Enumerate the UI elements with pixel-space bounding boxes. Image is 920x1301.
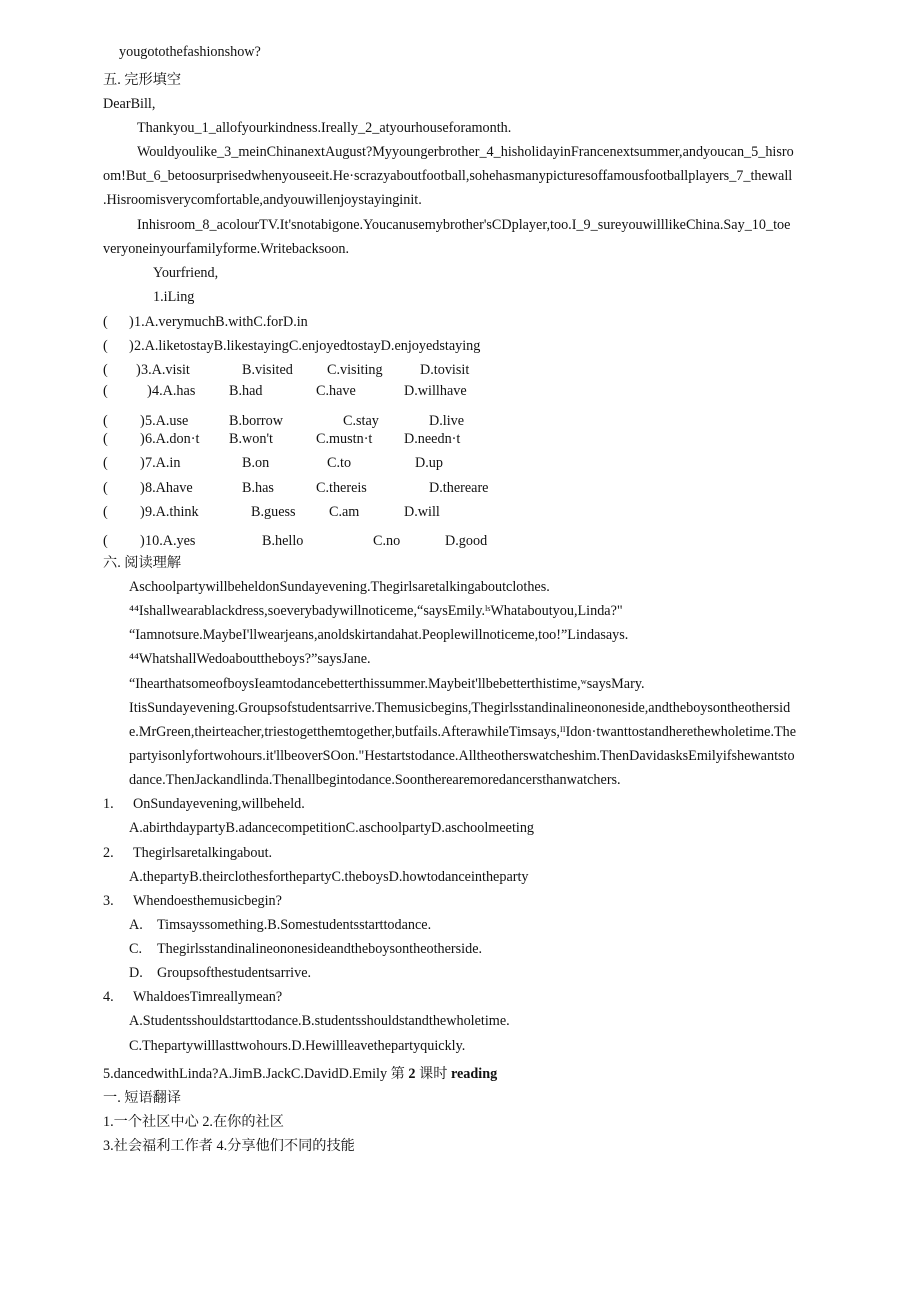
option-c: C.thereis — [316, 480, 367, 496]
option-b: B.visited — [242, 362, 293, 378]
passage-line: “Iamnotsure.MaybeI'llwearjeans,anoldskirtandahat.Peoplewillnoticeme,too!”Lindasays. — [129, 627, 629, 643]
answer-paren-open: ( — [103, 314, 108, 330]
question-stem: Thegirlsaretalkingabout. — [133, 845, 273, 861]
option-text: Timsayssomething.B.Somestudentsstarttodance. — [157, 917, 432, 933]
answer-paren-close: ) — [129, 338, 134, 354]
option-c: C.to — [327, 455, 352, 471]
section-title-cloze: 五. 完形填空 — [103, 72, 182, 88]
question-number: 3. — [103, 893, 114, 909]
answer-paren-open: ( — [103, 504, 108, 520]
answer-paren-open: ( — [103, 338, 108, 354]
option-letter: D. — [129, 965, 143, 981]
option-letter: A. — [129, 917, 143, 933]
translation-line-2: 3.社会福利工作者 4.分享他们不同的技能 — [103, 1138, 355, 1154]
passage-line: ItisSundayevening.Groupsofstudentsarrive.Themusicbegins,Thegirlsstandinalineononeside,andtheboysontheothersid — [129, 700, 791, 716]
option-a: 8.Ahave — [145, 480, 193, 496]
answer-paren-close: ) — [140, 455, 145, 471]
question-stem: WhaldoesTimreallymean? — [133, 989, 283, 1005]
letter-paragraph-3-line-2: veryoneinyourfamilyforme.Writebacksoon. — [103, 241, 350, 257]
question-stem: OnSundayevening,willbeheld. — [133, 796, 305, 812]
answer-paren-open: ( — [103, 383, 108, 399]
question-text: 1.A.verymuchB.withC.forD.in — [134, 314, 308, 330]
option-b: B.on — [242, 455, 270, 471]
answer-paren-close: ) — [140, 480, 145, 496]
translation-line-1: 1.一个社区中心 2.在你的社区 — [103, 1114, 284, 1130]
question-number: 1. — [103, 796, 114, 812]
option-b: B.guess — [251, 504, 296, 520]
option-a: 10.A.yes — [145, 533, 196, 549]
reading-question-5 — [103, 1065, 497, 1083]
option-c: C.no — [373, 533, 401, 549]
question-options: C.Thepartywilllasttwohours.D.Hewillleavethepartyquickly. — [129, 1038, 466, 1054]
letter-signature: 1.iLing — [153, 289, 195, 305]
letter-paragraph-2-line-3: .Hisroomisverycomfortable,andyouwillenjoystayinginit. — [103, 192, 422, 208]
option-letter: C. — [129, 941, 143, 957]
passage-line: partyisonlyfortwohours.it'llbeoverSOon."Hestartstodance.Alltheotherswatcheshim.ThenDavidasksEmilyifshewantsto — [129, 748, 795, 764]
passage-line: “IhearthatsomeofboysIeamtodancebetterthissummer.Maybeit'llbebetterthistime,ʷsaysMary. — [129, 676, 645, 692]
option-b: B.has — [242, 480, 274, 496]
question-text: 5.dancedwithLinda?A.JimB.JackC.DavidD.Emily 第 — [103, 1066, 409, 1082]
letter-paragraph-2-line-1: Wouldyoulike_3_meinChinanextAugust?Myyoungerbrother_4_hisholidayinFrancenextsummer,andyoucan_5_hisro — [137, 144, 794, 160]
answer-paren-close: ) — [140, 431, 145, 447]
option-d: D.willhave — [404, 383, 467, 399]
answer-paren-close: ) — [136, 362, 141, 378]
answer-paren-close: ) — [140, 533, 145, 549]
question-fragment: yougotothefashionshow? — [119, 44, 261, 60]
question-options: A.Studentsshouldstarttodance.B.studentsshouldstandthewholetime. — [129, 1013, 510, 1029]
question-options: A.abirthdaypartyB.adancecompetitionC.aschoolpartyD.aschoolmeeting — [129, 820, 535, 836]
option-d: D.good — [445, 533, 488, 549]
option-d: D.live — [429, 413, 465, 429]
section-title-reading: 六. 阅读理解 — [103, 555, 182, 571]
section-title-phrase-translation: 一. 短语翻译 — [103, 1090, 182, 1106]
answer-paren-open: ( — [103, 533, 108, 549]
letter-paragraph-2-line-2: om!But_6_betoosurprisedwhenyouseeit.He·scrazyaboutfootball,sohehasmanypicturesoffamousfootballplayers_7_thewall — [103, 168, 793, 184]
question-number: 4. — [103, 989, 114, 1005]
option-b: B.had — [229, 383, 263, 399]
question-options: A.thepartyB.theirclothesforthepartyC.theboysD.howtodanceintheparty — [129, 869, 529, 885]
letter-paragraph-1: Thankyou_1_allofyourkindness.Ireally_2_atyourhouseforamonth. — [137, 120, 512, 136]
question-text: 2.A.liketostayB.likestayingC.enjoyedtostayD.enjoyedstaying — [134, 338, 481, 354]
answer-paren-close: ) — [147, 383, 152, 399]
lesson-label: 课时 — [415, 1066, 451, 1082]
option-d: D.thereare — [429, 480, 489, 496]
option-c: C.am — [329, 504, 360, 520]
answer-paren-open: ( — [103, 455, 108, 471]
option-d: D.will — [404, 504, 440, 520]
option-a: 4.A.has — [152, 383, 196, 399]
option-c: C.have — [316, 383, 356, 399]
passage-line: ⁴⁴Ishallwearablackdress,soeverybadywillnoticeme,“saysEmily.ˡˢWhataboutyou,Linda?" — [129, 603, 623, 619]
option-text: Groupsofthestudentsarrive. — [157, 965, 312, 981]
option-d: D.up — [415, 455, 443, 471]
answer-paren-close: ) — [140, 413, 145, 429]
lesson-title: reading — [450, 1066, 498, 1082]
question-number: 2. — [103, 845, 114, 861]
option-a: 7.A.in — [145, 455, 181, 471]
option-a: 3.A.visit — [141, 362, 190, 378]
letter-greeting: DearBill, — [103, 96, 156, 112]
option-c: C.stay — [343, 413, 379, 429]
option-b: B.borrow — [229, 413, 283, 429]
question-stem: Whendoesthemusicbegin? — [133, 893, 282, 909]
passage-line: dance.ThenJackandlinda.Thenallbegintodance.Soontherearemoredancersthanwatchers. — [129, 772, 621, 788]
option-a: 5.A.use — [145, 413, 189, 429]
option-a: 6.A.don·t — [145, 431, 200, 447]
option-c: C.mustn·t — [316, 431, 373, 447]
passage-line: ⁴⁴WhatshallWedoaboutthebоys?”saysJane. — [129, 651, 371, 667]
letter-paragraph-3-line-1: Inhisroom_8_acolourTV.It'snotabigone.Youcanusemybrother'sCDplayer,too.I_9_sureyouwilllikeChina.Say_10_toe — [137, 217, 791, 233]
answer-paren-open: ( — [103, 480, 108, 496]
answer-paren-close: ) — [140, 504, 145, 520]
lesson-number: 2 — [408, 1066, 416, 1082]
letter-closing: Yourfriend, — [153, 265, 219, 281]
option-b: B.hello — [262, 533, 304, 549]
answer-paren-open: ( — [103, 362, 108, 378]
option-c: C.visiting — [327, 362, 383, 378]
option-d: D.needn·t — [404, 431, 461, 447]
option-b: B.won't — [229, 431, 273, 447]
option-a: 9.A.think — [145, 504, 199, 520]
answer-paren-open: ( — [103, 431, 108, 447]
answer-paren-open: ( — [103, 413, 108, 429]
answer-paren-close: ) — [129, 314, 134, 330]
passage-line: AschoolpartywillbeheldonSundayevening.Thegirlsaretalkingaboutclothes. — [129, 579, 550, 595]
option-text: Thegirlsstandinalineononesideandtheboysontheotherside. — [157, 941, 483, 957]
passage-line: e.MrGreen,theirteacher,triestogetthemtogether,butfails.AfterawhileTimsays,ᴵᴵIdon·twanttostandherethewholetime.The — [129, 724, 797, 740]
option-d: D.tovisit — [420, 362, 470, 378]
